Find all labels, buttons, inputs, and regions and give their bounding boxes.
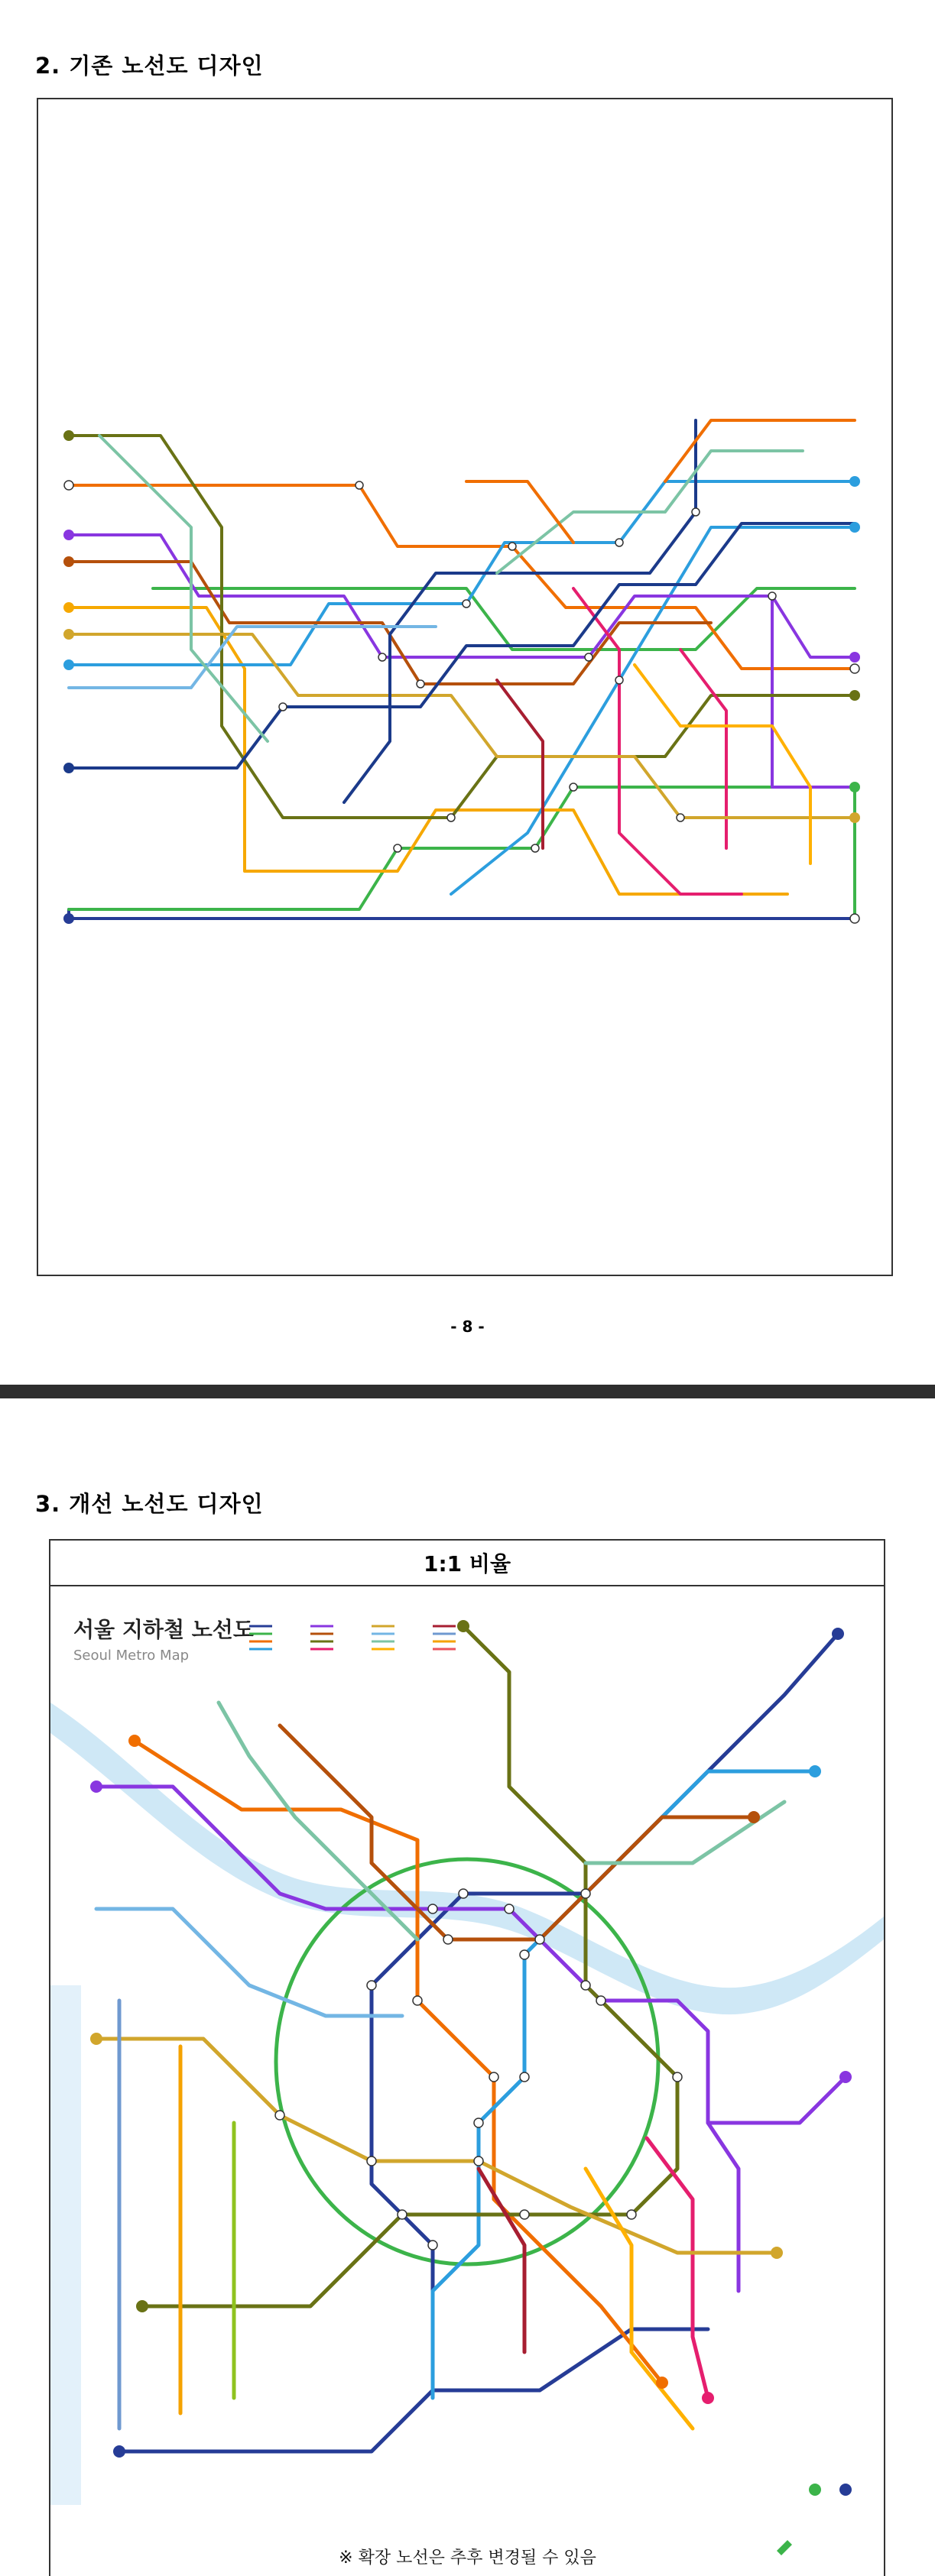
west-sea <box>50 1985 81 2505</box>
legend <box>249 1626 456 1649</box>
page-divider <box>0 1385 935 1398</box>
section-title: 2. 기존 노선도 디자인 <box>35 53 264 79</box>
page-number: - 8 - <box>450 1317 485 1336</box>
footnote: ※ 확장 노선은 추후 변경될 수 있음 <box>339 2548 596 2568</box>
section-title: 3. 개선 노선도 디자인 <box>35 1491 264 1517</box>
improved-metro-map <box>50 1588 884 2576</box>
document-page-2 <box>0 1398 935 2576</box>
improved-map-frame <box>49 1539 885 2576</box>
existing-map-frame <box>37 98 893 1276</box>
map-subtitle: Seoul Metro Map <box>73 1648 190 1664</box>
panel-header: 1:1 비율 <box>50 1541 884 1586</box>
map-title: 서울 지하철 노선도 <box>73 1617 254 1642</box>
existing-metro-map <box>38 99 891 1275</box>
